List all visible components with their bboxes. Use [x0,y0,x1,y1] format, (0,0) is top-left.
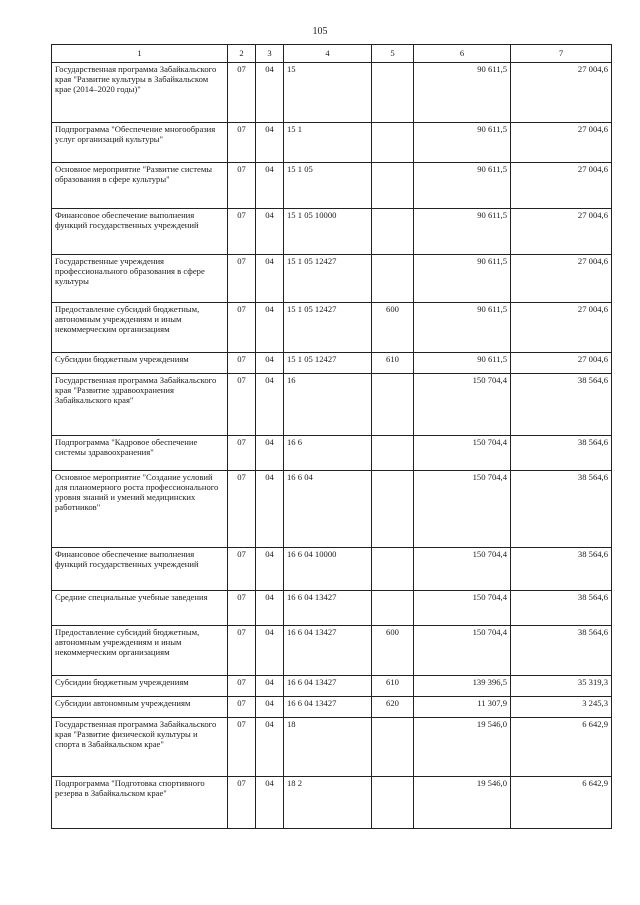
expense-type-cell [372,209,414,255]
subsection-code-cell: 04 [256,374,284,436]
target-article-cell: 15 [284,63,372,123]
target-article-cell: 16 6 04 [284,471,372,548]
expense-type-cell [372,374,414,436]
column-header: 7 [511,45,612,63]
column-header: 3 [256,45,284,63]
subsection-code-cell: 04 [256,353,284,374]
expense-type-cell [372,63,414,123]
table-row [52,718,612,777]
column-header: 1 [52,45,228,63]
amount-cell: 27 004,6 [511,163,612,209]
section-code-cell: 07 [228,718,256,777]
expense-type-cell [372,436,414,471]
column-header: 4 [284,45,372,63]
amount-cell: 150 704,4 [414,548,511,591]
amount-cell: 150 704,4 [414,436,511,471]
row-name-cell: Подпрограмма "Кадровое обеспечение системы здравоохранения" [52,436,228,471]
header-row [52,45,612,63]
amount-cell: 38 564,6 [511,548,612,591]
section-code-cell: 07 [228,697,256,718]
target-article-cell: 18 2 [284,777,372,829]
table-row [52,163,612,209]
target-article-cell: 16 6 04 10000 [284,548,372,591]
amount-cell: 19 546,0 [414,718,511,777]
amount-cell: 38 564,6 [511,591,612,626]
target-article-cell: 16 [284,374,372,436]
target-article-cell: 15 1 05 [284,163,372,209]
section-code-cell: 07 [228,591,256,626]
amount-cell: 150 704,4 [414,591,511,626]
section-code-cell: 07 [228,626,256,676]
amount-cell: 90 611,5 [414,303,511,353]
subsection-code-cell: 04 [256,676,284,697]
row-name-cell: Субсидии автономным учреждениям [52,697,228,718]
amount-cell: 6 642,9 [511,777,612,829]
section-code-cell: 07 [228,777,256,829]
table-row [52,436,612,471]
column-header: 2 [228,45,256,63]
row-name-cell: Субсидии бюджетным учреждениям [52,676,228,697]
expense-type-cell [372,163,414,209]
section-code-cell: 07 [228,374,256,436]
row-name-cell: Предоставление субсидий бюджетным, автономным учреждениям и иным некоммерческим организациям [52,626,228,676]
section-code-cell: 07 [228,548,256,591]
table-row [52,123,612,163]
amount-cell: 139 396,5 [414,676,511,697]
amount-cell: 27 004,6 [511,303,612,353]
expense-type-cell: 600 [372,303,414,353]
section-code-cell: 07 [228,353,256,374]
section-code-cell: 07 [228,303,256,353]
amount-cell: 90 611,5 [414,255,511,303]
expense-type-cell: 610 [372,353,414,374]
subsection-code-cell: 04 [256,697,284,718]
row-name-cell: Подпрограмма "Обеспечение многообразия услуг организаций культуры" [52,123,228,163]
table-row [52,548,612,591]
table-body [52,63,612,829]
row-name-cell: Средние специальные учебные заведения [52,591,228,626]
row-name-cell: Подпрограмма "Подготовка спортивного резерва в Забайкальском крае" [52,777,228,829]
subsection-code-cell: 04 [256,209,284,255]
row-name-cell: Государственная программа Забайкальского края "Развитие физической культуры и спорта в Забайкальском крае" [52,718,228,777]
row-name-cell: Государственная программа Забайкальского края "Развитие культуры в Забайкальском крае (2014–2020 годы)" [52,63,228,123]
table-row [52,255,612,303]
table-row [52,777,612,829]
amount-cell: 19 546,0 [414,777,511,829]
row-name-cell: Государственные учреждения профессионального образования в сфере культуры [52,255,228,303]
amount-cell: 27 004,6 [511,353,612,374]
subsection-code-cell: 04 [256,303,284,353]
target-article-cell: 16 6 04 13427 [284,697,372,718]
expense-type-cell [372,255,414,303]
target-article-cell: 15 1 05 10000 [284,209,372,255]
amount-cell: 3 245,3 [511,697,612,718]
budget-table [51,44,612,829]
section-code-cell: 07 [228,676,256,697]
target-article-cell: 16 6 04 13427 [284,626,372,676]
section-code-cell: 07 [228,63,256,123]
target-article-cell: 15 1 05 12427 [284,353,372,374]
expense-type-cell [372,591,414,626]
target-article-cell: 16 6 04 13427 [284,591,372,626]
expense-type-cell: 610 [372,676,414,697]
expense-type-cell [372,548,414,591]
table-row [52,209,612,255]
row-name-cell: Основное мероприятие "Создание условий для планомерного роста профессионального уровня знаний и умений медицинских работников" [52,471,228,548]
amount-cell: 150 704,4 [414,374,511,436]
amount-cell: 38 564,6 [511,374,612,436]
row-name-cell: Финансовое обеспечение выполнения функций государственных учреждений [52,548,228,591]
table-row [52,626,612,676]
target-article-cell: 15 1 05 12427 [284,255,372,303]
column-header: 6 [414,45,511,63]
table-row [52,676,612,697]
row-name-cell: Финансовое обеспечение выполнения функций государственных учреждений [52,209,228,255]
table-row [52,353,612,374]
amount-cell: 11 307,9 [414,697,511,718]
amount-cell: 27 004,6 [511,209,612,255]
table-row [52,63,612,123]
table-row [52,303,612,353]
amount-cell: 6 642,9 [511,718,612,777]
target-article-cell: 18 [284,718,372,777]
subsection-code-cell: 04 [256,718,284,777]
subsection-code-cell: 04 [256,777,284,829]
target-article-cell: 15 1 [284,123,372,163]
amount-cell: 90 611,5 [414,123,511,163]
amount-cell: 38 564,6 [511,436,612,471]
section-code-cell: 07 [228,255,256,303]
subsection-code-cell: 04 [256,548,284,591]
row-name-cell: Основное мероприятие "Развитие системы образования в сфере культуры" [52,163,228,209]
subsection-code-cell: 04 [256,591,284,626]
target-article-cell: 15 1 05 12427 [284,303,372,353]
row-name-cell: Субсидии бюджетным учреждениям [52,353,228,374]
amount-cell: 35 319,3 [511,676,612,697]
subsection-code-cell: 04 [256,436,284,471]
subsection-code-cell: 04 [256,163,284,209]
target-article-cell: 16 6 04 13427 [284,676,372,697]
section-code-cell: 07 [228,436,256,471]
expense-type-cell [372,718,414,777]
expense-type-cell [372,777,414,829]
table-row [52,471,612,548]
expense-type-cell: 600 [372,626,414,676]
row-name-cell: Предоставление субсидий бюджетным, автономным учреждениям и иным некоммерческим организациям [52,303,228,353]
expense-type-cell [372,471,414,548]
table-row [52,374,612,436]
subsection-code-cell: 04 [256,255,284,303]
amount-cell: 27 004,6 [511,63,612,123]
amount-cell: 27 004,6 [511,255,612,303]
section-code-cell: 07 [228,471,256,548]
expense-type-cell [372,123,414,163]
amount-cell: 90 611,5 [414,63,511,123]
table-row [52,697,612,718]
row-name-cell: Государственная программа Забайкальского края "Развитие здравоохранения Забайкальского края" [52,374,228,436]
target-article-cell: 16 6 [284,436,372,471]
expense-type-cell: 620 [372,697,414,718]
column-header: 5 [372,45,414,63]
subsection-code-cell: 04 [256,471,284,548]
page-number: 105 [312,26,328,37]
amount-cell: 38 564,6 [511,626,612,676]
section-code-cell: 07 [228,209,256,255]
subsection-code-cell: 04 [256,123,284,163]
amount-cell: 38 564,6 [511,471,612,548]
amount-cell: 27 004,6 [511,123,612,163]
amount-cell: 150 704,4 [414,626,511,676]
amount-cell: 90 611,5 [414,209,511,255]
amount-cell: 90 611,5 [414,353,511,374]
section-code-cell: 07 [228,123,256,163]
table-row [52,591,612,626]
amount-cell: 90 611,5 [414,163,511,209]
amount-cell: 150 704,4 [414,471,511,548]
section-code-cell: 07 [228,163,256,209]
subsection-code-cell: 04 [256,63,284,123]
subsection-code-cell: 04 [256,626,284,676]
